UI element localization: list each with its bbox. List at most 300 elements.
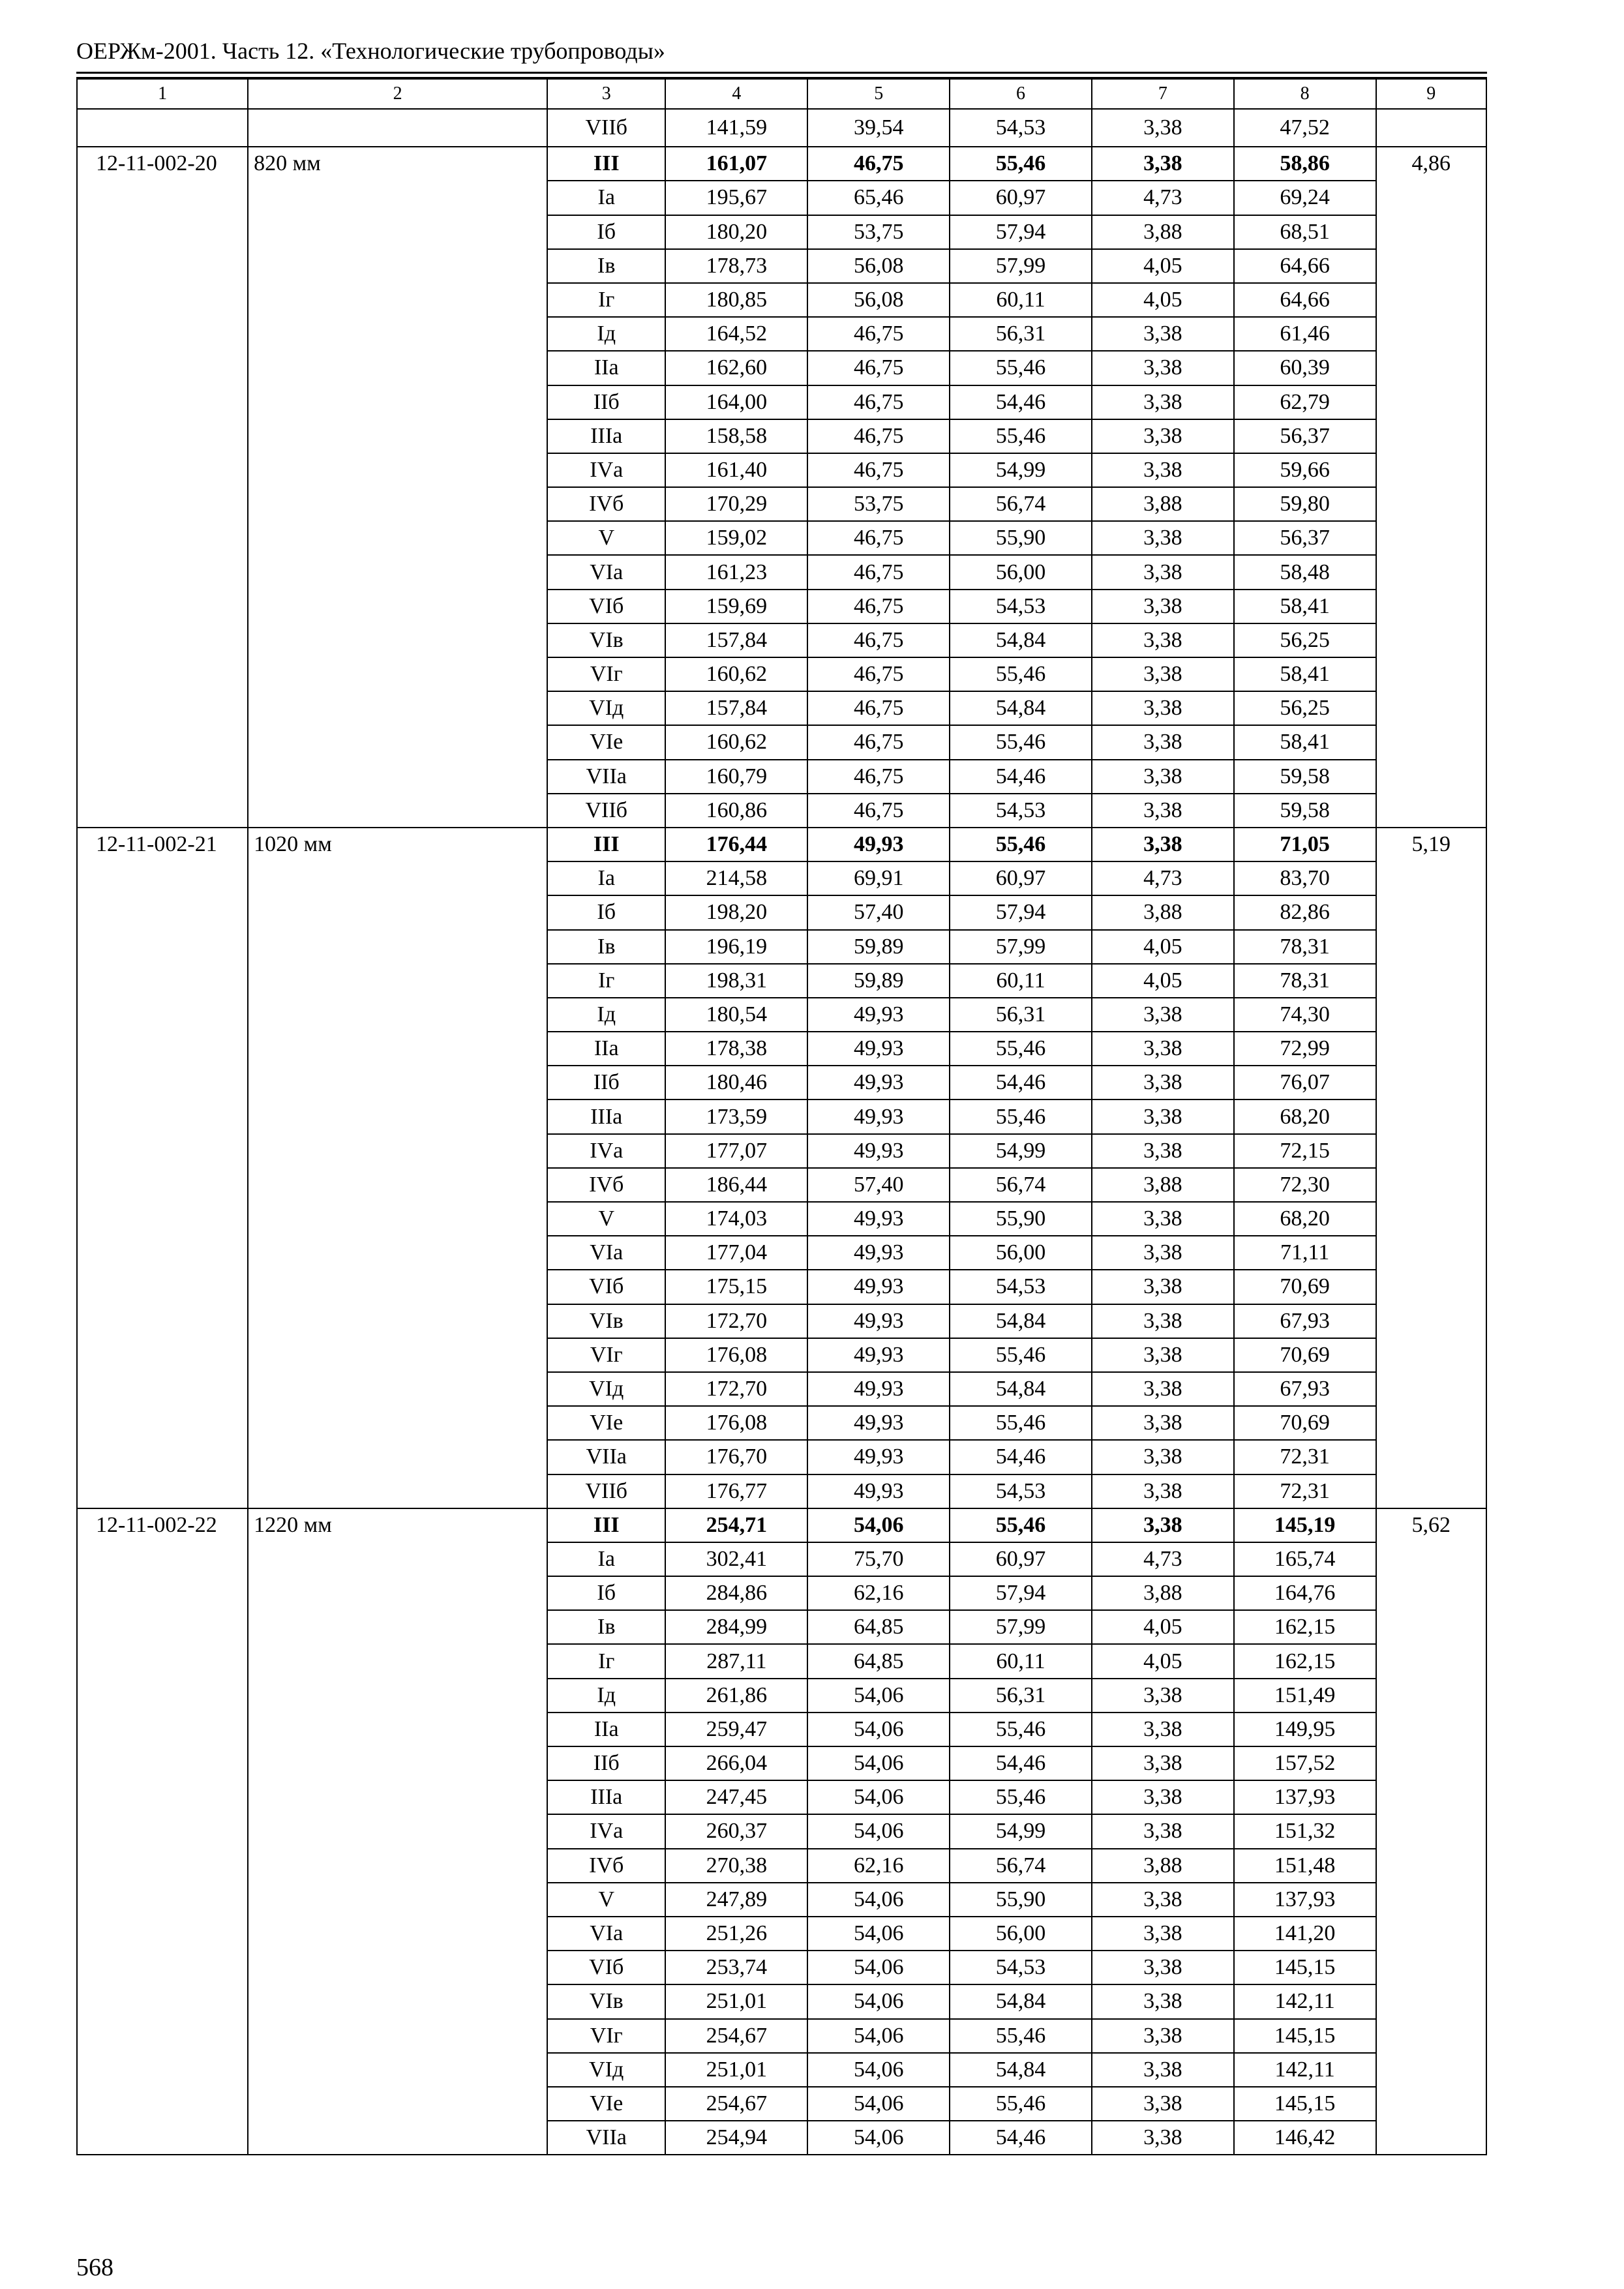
value-cell: 62,16 [807, 1849, 950, 1883]
value-cell: 3,38 [1092, 1746, 1234, 1780]
value-cell: 46,75 [807, 657, 950, 691]
value-cell: 54,53 [950, 109, 1092, 147]
value-cell: 74,30 [1234, 998, 1376, 1032]
value-cell: 54,99 [950, 1814, 1092, 1848]
value-cell: 70,69 [1234, 1270, 1376, 1304]
value-cell: 176,70 [665, 1440, 807, 1474]
value-cell: 3,38 [1092, 1304, 1234, 1338]
value-cell: 3,38 [1092, 453, 1234, 487]
value-cell: 3,38 [1092, 1883, 1234, 1917]
value-cell: 72,99 [1234, 1032, 1376, 1066]
value-cell: 176,44 [665, 828, 807, 861]
value-cell: 3,38 [1092, 1951, 1234, 1984]
value-cell: 54,46 [950, 1066, 1092, 1100]
value-cell: 46,75 [807, 385, 950, 419]
value-cell: 172,70 [665, 1304, 807, 1338]
value-cell: 54,99 [950, 1134, 1092, 1168]
value-cell: 4,05 [1092, 964, 1234, 998]
value-cell: 56,25 [1234, 691, 1376, 725]
value-cell: 54,84 [950, 1304, 1092, 1338]
zone-cell: VIд [547, 1372, 666, 1406]
value-cell: 55,46 [950, 1338, 1092, 1372]
value-cell: 3,88 [1092, 1849, 1234, 1883]
value-cell: 4,73 [1092, 861, 1234, 895]
value-cell: 3,38 [1092, 419, 1234, 453]
value-cell: 151,48 [1234, 1849, 1376, 1883]
value-cell: 3,38 [1092, 1270, 1234, 1304]
zone-cell: VIа [547, 555, 666, 589]
value-cell: 54,46 [950, 1746, 1092, 1780]
zone-cell: IIIа [547, 1100, 666, 1133]
value-cell: 53,75 [807, 215, 950, 249]
value-cell: 284,99 [665, 1610, 807, 1644]
zone-cell: VIг [547, 657, 666, 691]
value-cell: 39,54 [807, 109, 950, 147]
zone-cell: Iа [547, 181, 666, 215]
value-cell: 68,20 [1234, 1100, 1376, 1133]
value-cell: 251,26 [665, 1917, 807, 1951]
value-cell: 160,79 [665, 760, 807, 794]
value-cell: 4,05 [1092, 1610, 1234, 1644]
value-cell: 4,05 [1092, 249, 1234, 283]
value-cell: 56,31 [950, 1679, 1092, 1713]
value-cell: 198,31 [665, 964, 807, 998]
value-cell: 3,38 [1092, 1508, 1234, 1542]
value-cell: 49,93 [807, 1134, 950, 1168]
value-cell: 254,94 [665, 2121, 807, 2155]
value-cell: 54,06 [807, 1713, 950, 1746]
value-cell: 266,04 [665, 1746, 807, 1780]
value-cell: 56,00 [950, 555, 1092, 589]
value-cell: 62,79 [1234, 385, 1376, 419]
zone-cell: VIIа [547, 760, 666, 794]
value-cell: 47,52 [1234, 109, 1376, 147]
zone-cell: V [547, 1883, 666, 1917]
value-cell: 3,38 [1092, 2121, 1234, 2155]
value-cell: 46,75 [807, 317, 950, 351]
value-cell: 59,58 [1234, 794, 1376, 828]
column-number-row [77, 79, 1486, 109]
zone-cell: VIа [547, 1917, 666, 1951]
value-cell: 164,00 [665, 385, 807, 419]
value-cell: 3,38 [1092, 2087, 1234, 2121]
value-cell: 56,00 [950, 1236, 1092, 1270]
zone-cell: IIб [547, 385, 666, 419]
zone-cell: Iа [547, 1542, 666, 1576]
value-cell: 3,38 [1092, 1202, 1234, 1236]
value-cell: 46,75 [807, 419, 950, 453]
value-cell: 49,93 [807, 1270, 950, 1304]
value-cell: 3,38 [1092, 1372, 1234, 1406]
value-cell: 72,31 [1234, 1474, 1376, 1508]
value-cell: 247,45 [665, 1780, 807, 1814]
value-cell: 49,93 [807, 1338, 950, 1372]
value-cell: 186,44 [665, 1168, 807, 1202]
value-cell: 58,86 [1234, 147, 1376, 181]
zone-cell: IVб [547, 487, 666, 521]
value-cell: 49,93 [807, 1202, 950, 1236]
column-number-cell: 8 [1234, 79, 1376, 109]
value-cell: 60,39 [1234, 351, 1376, 385]
value-cell: 49,93 [807, 1406, 950, 1440]
value-cell: 180,85 [665, 283, 807, 317]
value-cell: 54,06 [807, 2121, 950, 2155]
value-cell: 251,01 [665, 2053, 807, 2087]
value-cell: 57,99 [950, 249, 1092, 283]
zone-cell: Iг [547, 283, 666, 317]
value-cell: 157,84 [665, 691, 807, 725]
value-cell: 157,52 [1234, 1746, 1376, 1780]
value-cell: 68,51 [1234, 215, 1376, 249]
value-cell: 54,06 [807, 1679, 950, 1713]
value-cell: 161,23 [665, 555, 807, 589]
value-cell: 254,67 [665, 2087, 807, 2121]
zone-cell: IVа [547, 1814, 666, 1848]
value-cell: 141,59 [665, 109, 807, 147]
zone-cell: VIб [547, 1951, 666, 1984]
value-cell: 56,37 [1234, 419, 1376, 453]
zone-cell: VIг [547, 1338, 666, 1372]
diameter-cell: 1220 мм [248, 1508, 547, 2155]
value-cell: 71,11 [1234, 1236, 1376, 1270]
value-cell: 146,42 [1234, 2121, 1376, 2155]
value-cell: 55,46 [950, 1406, 1092, 1440]
value-cell: 46,75 [807, 555, 950, 589]
value-cell: 60,11 [950, 283, 1092, 317]
value-cell: 3,38 [1092, 794, 1234, 828]
value-cell: 59,66 [1234, 453, 1376, 487]
value-cell: 3,38 [1092, 2053, 1234, 2087]
value-cell: 176,77 [665, 1474, 807, 1508]
value-cell: 3,38 [1092, 147, 1234, 181]
value-cell: 56,74 [950, 487, 1092, 521]
zone-cell: IIа [547, 1032, 666, 1066]
value-cell: 3,38 [1092, 1780, 1234, 1814]
zone-cell: Iд [547, 1679, 666, 1713]
value-cell: 54,53 [950, 1951, 1092, 1984]
value-cell: 60,11 [950, 1644, 1092, 1678]
value-cell: 55,46 [950, 2087, 1092, 2121]
zone-cell: VIIб [547, 109, 666, 147]
value-cell: 72,15 [1234, 1134, 1376, 1168]
value-cell: 158,58 [665, 419, 807, 453]
value-cell: 58,41 [1234, 725, 1376, 759]
value-cell: 3,38 [1092, 1814, 1234, 1848]
value-cell: 54,46 [950, 2121, 1092, 2155]
table-row [77, 1508, 1486, 1542]
value-cell: 174,03 [665, 1202, 807, 1236]
value-cell: 54,06 [807, 1917, 950, 1951]
value-cell: 3,38 [1092, 657, 1234, 691]
value-cell: 3,88 [1092, 895, 1234, 929]
value-cell: 78,31 [1234, 964, 1376, 998]
value-cell: 49,93 [807, 1066, 950, 1100]
zone-cell: IIб [547, 1746, 666, 1780]
value-cell: 46,75 [807, 623, 950, 657]
value-cell: 270,38 [665, 1849, 807, 1883]
zone-cell: VIв [547, 1304, 666, 1338]
value-cell: 55,46 [950, 419, 1092, 453]
value-cell: 3,88 [1092, 1168, 1234, 1202]
col9-cell: 5,62 [1376, 1508, 1486, 2155]
zone-cell: IIа [547, 1713, 666, 1746]
value-cell: 53,75 [807, 487, 950, 521]
value-cell: 55,46 [950, 1780, 1092, 1814]
value-cell: 55,90 [950, 1883, 1092, 1917]
value-cell: 178,38 [665, 1032, 807, 1066]
table-row [77, 109, 1486, 147]
zone-cell: VIд [547, 2053, 666, 2087]
value-cell: 302,41 [665, 1542, 807, 1576]
value-cell: 3,38 [1092, 1474, 1234, 1508]
value-cell: 3,38 [1092, 590, 1234, 623]
value-cell: 78,31 [1234, 930, 1376, 964]
value-cell: 59,80 [1234, 487, 1376, 521]
value-cell: 3,38 [1092, 521, 1234, 555]
value-cell: 56,74 [950, 1849, 1092, 1883]
value-cell: 137,93 [1234, 1780, 1376, 1814]
value-cell: 178,73 [665, 249, 807, 283]
value-cell: 64,66 [1234, 249, 1376, 283]
value-cell: 3,38 [1092, 1236, 1234, 1270]
value-cell: 56,00 [950, 1917, 1092, 1951]
value-cell: 162,60 [665, 351, 807, 385]
value-cell: 46,75 [807, 794, 950, 828]
value-cell: 56,31 [950, 998, 1092, 1032]
zone-cell: III [547, 828, 666, 861]
norm-code-cell: 12-11-002-21 [77, 828, 248, 1508]
value-cell: 4,73 [1092, 181, 1234, 215]
value-cell: 69,91 [807, 861, 950, 895]
value-cell: 49,93 [807, 1372, 950, 1406]
value-cell: 49,93 [807, 998, 950, 1032]
value-cell: 175,15 [665, 1270, 807, 1304]
value-cell: 160,86 [665, 794, 807, 828]
value-cell: 76,07 [1234, 1066, 1376, 1100]
value-cell: 46,75 [807, 453, 950, 487]
zone-cell: Iв [547, 249, 666, 283]
column-number-cell: 6 [950, 79, 1092, 109]
norm-code-cell: 12-11-002-20 [77, 147, 248, 828]
column-number-cell: 2 [248, 79, 547, 109]
value-cell: 49,93 [807, 1236, 950, 1270]
value-cell: 3,38 [1092, 1917, 1234, 1951]
zone-cell: VIе [547, 1406, 666, 1440]
value-cell: 60,97 [950, 1542, 1092, 1576]
value-cell: 180,20 [665, 215, 807, 249]
value-cell: 3,38 [1092, 385, 1234, 419]
zone-cell: V [547, 1202, 666, 1236]
value-cell: 3,88 [1092, 487, 1234, 521]
value-cell: 161,07 [665, 147, 807, 181]
value-cell: 61,46 [1234, 317, 1376, 351]
diameter-cell: 820 мм [248, 147, 547, 828]
value-cell: 57,94 [950, 215, 1092, 249]
value-cell: 260,37 [665, 1814, 807, 1848]
value-cell: 287,11 [665, 1644, 807, 1678]
value-cell: 54,06 [807, 2019, 950, 2053]
value-cell: 3,38 [1092, 1679, 1234, 1713]
zone-cell: Iб [547, 1576, 666, 1610]
value-cell: 159,69 [665, 590, 807, 623]
value-cell: 58,48 [1234, 555, 1376, 589]
zone-cell: IVб [547, 1849, 666, 1883]
value-cell: 4,05 [1092, 283, 1234, 317]
zone-cell: Iб [547, 215, 666, 249]
value-cell: 54,46 [950, 1440, 1092, 1474]
value-cell: 54,06 [807, 1951, 950, 1984]
value-cell: 49,93 [807, 828, 950, 861]
value-cell: 54,06 [807, 1814, 950, 1848]
value-cell: 54,06 [807, 1984, 950, 2018]
value-cell: 137,93 [1234, 1883, 1376, 1917]
value-cell: 54,84 [950, 1984, 1092, 2018]
zone-cell: Iд [547, 317, 666, 351]
value-cell: 67,93 [1234, 1304, 1376, 1338]
value-cell: 56,25 [1234, 623, 1376, 657]
value-cell: 251,01 [665, 1984, 807, 2018]
value-cell: 3,38 [1092, 623, 1234, 657]
value-cell: 55,46 [950, 1100, 1092, 1133]
value-cell: 161,40 [665, 453, 807, 487]
value-cell: 3,38 [1092, 828, 1234, 861]
zone-cell: VIIб [547, 1474, 666, 1508]
zone-cell: IIа [547, 351, 666, 385]
zone-cell: VIе [547, 725, 666, 759]
column-number-cell: 9 [1376, 79, 1486, 109]
value-cell: 176,08 [665, 1406, 807, 1440]
value-cell: 54,84 [950, 623, 1092, 657]
value-cell: 46,75 [807, 147, 950, 181]
value-cell: 56,74 [950, 1168, 1092, 1202]
value-cell: 55,46 [950, 147, 1092, 181]
value-cell: 75,70 [807, 1542, 950, 1576]
value-cell: 284,86 [665, 1576, 807, 1610]
value-cell: 180,46 [665, 1066, 807, 1100]
value-cell: 55,46 [950, 828, 1092, 861]
value-cell: 170,29 [665, 487, 807, 521]
value-cell: 55,46 [950, 1032, 1092, 1066]
value-cell: 54,53 [950, 1270, 1092, 1304]
zone-cell: VIв [547, 1984, 666, 2018]
value-cell: 160,62 [665, 725, 807, 759]
value-cell: 49,93 [807, 1032, 950, 1066]
value-cell: 261,86 [665, 1679, 807, 1713]
value-cell: 57,99 [950, 1610, 1092, 1644]
value-cell: 180,54 [665, 998, 807, 1032]
value-cell: 177,04 [665, 1236, 807, 1270]
value-cell: 59,58 [1234, 760, 1376, 794]
value-cell: 71,05 [1234, 828, 1376, 861]
value-cell: 55,46 [950, 657, 1092, 691]
value-cell: 65,46 [807, 181, 950, 215]
value-cell: 4,73 [1092, 1542, 1234, 1576]
value-cell: 57,94 [950, 1576, 1092, 1610]
value-cell: 57,40 [807, 895, 950, 929]
value-cell: 151,32 [1234, 1814, 1376, 1848]
zone-cell: Iа [547, 861, 666, 895]
value-cell: 254,67 [665, 2019, 807, 2053]
value-cell: 55,90 [950, 521, 1092, 555]
value-cell: 49,93 [807, 1474, 950, 1508]
value-cell: 68,20 [1234, 1202, 1376, 1236]
value-cell: 54,06 [807, 1508, 950, 1542]
value-cell: 3,38 [1092, 1066, 1234, 1100]
zone-cell: IIб [547, 1066, 666, 1100]
zone-cell: VIIб [547, 794, 666, 828]
value-cell: 54,84 [950, 691, 1092, 725]
value-cell: 72,31 [1234, 1440, 1376, 1474]
value-cell: 162,15 [1234, 1610, 1376, 1644]
value-cell: 145,15 [1234, 2019, 1376, 2053]
zone-cell: IVа [547, 453, 666, 487]
value-cell: 3,38 [1092, 555, 1234, 589]
value-cell: 55,46 [950, 725, 1092, 759]
zone-cell: Iб [547, 895, 666, 929]
value-cell: 3,38 [1092, 691, 1234, 725]
zone-cell: III [547, 1508, 666, 1542]
value-cell: 253,74 [665, 1951, 807, 1984]
zone-cell: III [547, 147, 666, 181]
value-cell: 54,06 [807, 1883, 950, 1917]
value-cell: 56,08 [807, 283, 950, 317]
value-cell: 3,38 [1092, 760, 1234, 794]
value-cell: 58,41 [1234, 657, 1376, 691]
value-cell: 55,46 [950, 351, 1092, 385]
zone-cell: VIг [547, 2019, 666, 2053]
value-cell: 54,46 [950, 760, 1092, 794]
col9-cell: 5,19 [1376, 828, 1486, 1508]
value-cell: 164,76 [1234, 1576, 1376, 1610]
value-cell: 55,46 [950, 1713, 1092, 1746]
value-cell: 54,06 [807, 1746, 950, 1780]
column-number-cell: 4 [665, 79, 807, 109]
value-cell: 3,38 [1092, 1032, 1234, 1066]
value-cell: 59,89 [807, 964, 950, 998]
value-cell: 58,41 [1234, 590, 1376, 623]
value-cell: 173,59 [665, 1100, 807, 1133]
value-cell: 4,05 [1092, 930, 1234, 964]
value-cell: 3,38 [1092, 1984, 1234, 2018]
value-cell: 3,38 [1092, 317, 1234, 351]
value-cell: 54,53 [950, 1474, 1092, 1508]
column-number-cell: 3 [547, 79, 666, 109]
value-cell: 57,99 [950, 930, 1092, 964]
value-cell: 3,38 [1092, 1713, 1234, 1746]
table-row [77, 828, 1486, 861]
value-cell: 60,97 [950, 861, 1092, 895]
value-cell: 46,75 [807, 691, 950, 725]
column-number-cell: 1 [77, 79, 248, 109]
value-cell: 82,86 [1234, 895, 1376, 929]
value-cell: 149,95 [1234, 1713, 1376, 1746]
value-cell: 176,08 [665, 1338, 807, 1372]
value-cell: 165,74 [1234, 1542, 1376, 1576]
value-cell: 3,38 [1092, 998, 1234, 1032]
value-cell: 54,84 [950, 1372, 1092, 1406]
value-cell: 46,75 [807, 725, 950, 759]
value-cell: 54,06 [807, 2053, 950, 2087]
norm-code-cell: 12-11-002-22 [77, 1508, 248, 2155]
value-cell: 60,11 [950, 964, 1092, 998]
zone-cell: VIб [547, 1270, 666, 1304]
col9-cell: 4,86 [1376, 147, 1486, 828]
value-cell: 64,85 [807, 1610, 950, 1644]
value-cell: 151,49 [1234, 1679, 1376, 1713]
zone-cell: VIд [547, 691, 666, 725]
zone-cell: VIIа [547, 1440, 666, 1474]
zone-cell: IIIа [547, 1780, 666, 1814]
